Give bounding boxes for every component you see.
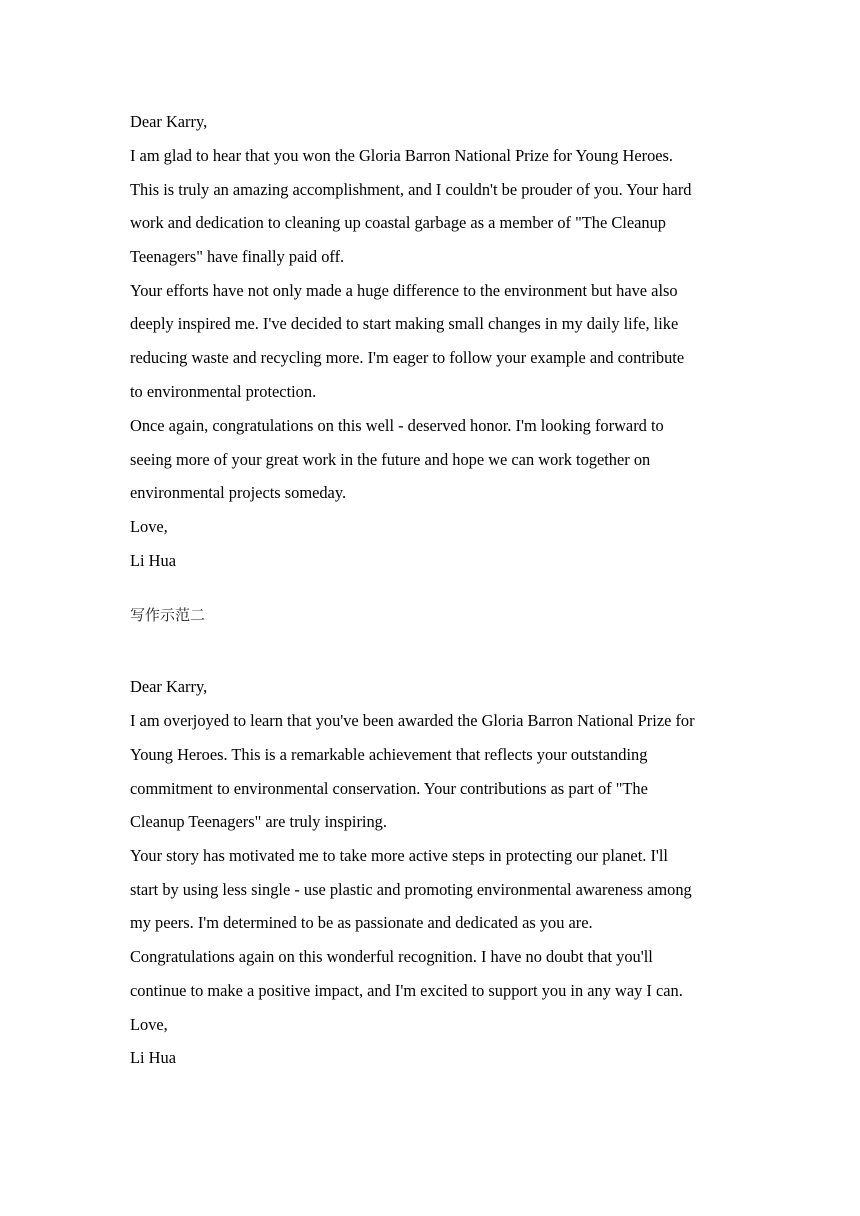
section-heading: 写作示范二 <box>130 606 206 624</box>
letter1-line-6: deeply inspired me. I've decided to start making small changes in my daily life, like <box>130 314 679 333</box>
letter1-line-9: Once again, congratulations on this well - deserved honor. I'm looking forward to <box>130 416 664 435</box>
letter1-line-5: Your efforts have not only made a huge difference to the environment but have also <box>130 281 678 300</box>
letter1-signature: Li Hua <box>130 551 176 570</box>
letter1-line-3: work and dedication to cleaning up coastal garbage as a member of "The Cleanup <box>130 213 667 232</box>
letter2-line-2: Young Heroes. This is a remarkable achievement that reflects your outstanding <box>130 745 648 764</box>
letter2-signature: Li Hua <box>130 1048 176 1067</box>
letter1-line-4: Teenagers" have finally paid off. <box>130 247 345 266</box>
letter1-line-11: environmental projects someday. <box>130 483 347 502</box>
letter2-line-7: my peers. I'm determined to be as passionate and dedicated as you are. <box>130 913 593 932</box>
letter2-line-6: start by using less single - use plastic and promoting environmental awareness among <box>130 880 692 899</box>
letter2-line-3: commitment to environmental conservation. Your contributions as part of "The <box>130 779 648 798</box>
letter1-line-2: This is truly an amazing accomplishment, and I couldn't be prouder of you. Your hard <box>130 180 692 199</box>
letter1-line-8: to environmental protection. <box>130 382 317 401</box>
letter2-line-1: I am overjoyed to learn that you've been awarded the Gloria Barron National Prize for <box>130 711 695 730</box>
letter1-closing: Love, <box>130 517 168 536</box>
letter2-greeting: Dear Karry, <box>130 677 208 696</box>
letter1-greeting: Dear Karry, <box>130 112 208 131</box>
letter2-line-9: continue to make a positive impact, and I'm excited to support you in any way I can. <box>130 981 683 1000</box>
letter2-closing: Love, <box>130 1015 168 1034</box>
letter2-line-5: Your story has motivated me to take more active steps in protecting our planet. I'll <box>130 846 668 865</box>
letter2-line-4: Cleanup Teenagers" are truly inspiring. <box>130 812 387 831</box>
letter2-line-8: Congratulations again on this wonderful recognition. I have no doubt that you'll <box>130 947 653 966</box>
letter1-line-10: seeing more of your great work in the future and hope we can work together on <box>130 450 651 469</box>
letter1-line-1: I am glad to hear that you won the Gloria Barron National Prize for Young Heroes. <box>130 146 674 165</box>
letter1-line-7: reducing waste and recycling more. I'm eager to follow your example and contribute <box>130 348 685 367</box>
